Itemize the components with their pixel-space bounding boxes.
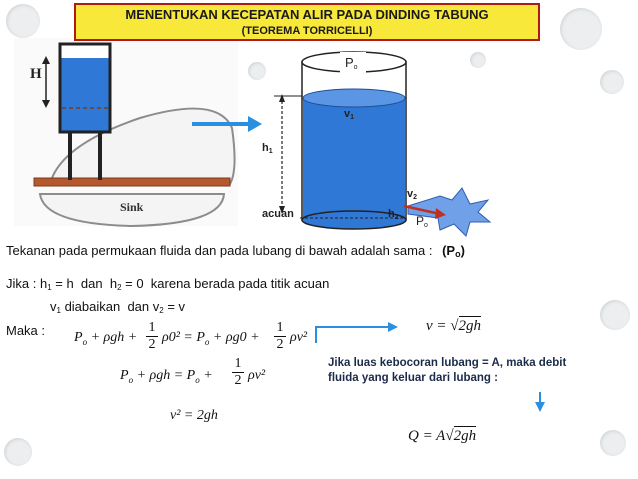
eq1-rest: ρ0² = P <box>162 330 205 345</box>
p0-top-symbol: P <box>345 55 354 70</box>
velocity-radical-sign: √ <box>450 318 459 334</box>
height-label: H <box>30 66 42 82</box>
velocity-formula <box>426 318 481 335</box>
h1-arrow-head-top <box>279 94 285 102</box>
background-droplet <box>600 430 626 456</box>
condition-jika <box>6 276 329 292</box>
h1-label <box>262 142 273 155</box>
h1-symbol: h <box>262 142 269 154</box>
connector-to-velocity <box>316 327 390 343</box>
eq1-p: P <box>74 330 83 345</box>
flow-formula <box>408 428 476 445</box>
eq2-frac <box>232 356 244 389</box>
v1-symbol: v <box>344 108 351 120</box>
pressure-symbol-sub: o <box>455 249 461 259</box>
velocity-radicand: 2gh <box>458 318 482 334</box>
page-title: MENENTUKAN KECEPATAN ALIR PADA DINDING TABUNG <box>125 7 489 22</box>
flow-radicand: 2gh <box>453 428 477 444</box>
pressure-symbol-end: ) <box>460 243 465 258</box>
jika-sub-1: 1 <box>47 283 52 292</box>
water-surface <box>303 89 405 107</box>
v1-subscript: 1 <box>350 114 355 121</box>
eq2-mid: + ρgh = P <box>133 368 196 383</box>
flow-radical-sign: √ <box>445 428 454 444</box>
v2-symbol: v <box>407 188 414 200</box>
small-tank-water <box>62 58 109 131</box>
sink-rim <box>34 178 230 186</box>
eq2-frac-den: 2 <box>234 373 242 388</box>
eq1-rhs <box>162 330 263 347</box>
maka-label: Maka : <box>6 323 46 338</box>
eq1-end: ρv² <box>290 330 308 345</box>
eq1-frac1-den: 2 <box>148 337 156 352</box>
p0-jet-symbol: P <box>416 214 425 228</box>
title-banner <box>74 3 540 41</box>
h2-label <box>388 208 399 221</box>
pressure-symbol-p: (P <box>442 243 456 258</box>
condition-diabaikan <box>50 299 185 315</box>
p0-top-subscript: o <box>353 64 358 71</box>
v1-label <box>344 108 354 121</box>
eq2-end: ρv² <box>248 368 266 383</box>
pressure-statement <box>6 243 465 259</box>
eq1-mid: + ρgh + <box>87 330 141 345</box>
background-droplet <box>600 300 630 330</box>
debit-note-line2: fluida yang keluar dari lubang : <box>328 372 498 384</box>
connector-to-flow-head <box>535 402 545 412</box>
pressure-symbol <box>442 243 465 258</box>
eq2-lhs <box>120 368 216 385</box>
flow-lhs: Q = A <box>408 428 446 444</box>
diabaikan-part-a: v <box>50 299 57 314</box>
jika-part-a: Jika : h <box>6 276 48 291</box>
eq2-p: P <box>120 368 129 383</box>
jika-part-c: = 0 karena berada pada titik acuan <box>121 276 330 291</box>
eq2-rhs-sub: o <box>195 374 200 385</box>
diabaikan-sub-2: 2 <box>159 306 164 315</box>
pressure-statement-text: Tekanan pada permukaan fluida dan pada lubang di bawah adalah sama : <box>6 243 433 258</box>
h2-subscript: 2 <box>394 214 399 221</box>
tank-leg-left <box>68 130 72 180</box>
p0-top-label <box>345 55 358 71</box>
eq1-frac1 <box>146 320 158 353</box>
v2-subscript: 2 <box>413 194 418 201</box>
background-droplet <box>4 438 32 466</box>
eq1-rest2: + ρg0 + <box>209 330 264 345</box>
page-subtitle: (TEOREMA TORRICELLI) <box>241 25 373 37</box>
eq1-p-sub: o <box>82 336 88 347</box>
debit-note-line1: Jika luas kebocoran lubang = A, maka debit <box>328 357 567 369</box>
tank-leg-right <box>98 130 102 180</box>
cylinder-tank <box>274 52 490 236</box>
h2-symbol: h <box>388 208 395 220</box>
eq2-plus: + <box>199 368 217 383</box>
connector-to-velocity-head <box>388 322 398 332</box>
jika-sub-2: 2 <box>117 283 122 292</box>
diabaikan-sub-1: 1 <box>56 306 61 315</box>
eq2-frac-num: 1 <box>232 356 244 373</box>
eq1-frac2-num: 1 <box>274 320 286 337</box>
diabaikan-part-b: diabaikan dan v <box>60 299 160 314</box>
sink-diagram <box>14 38 238 226</box>
eq1-lhs <box>74 330 141 347</box>
h1-subscript: 1 <box>268 148 273 155</box>
velocity-lhs: v = <box>426 318 447 334</box>
jika-part-b: = h dan h <box>51 276 118 291</box>
arrow-head <box>248 116 262 132</box>
eq1-rhs-sub: o <box>204 336 210 347</box>
debit-note <box>328 356 566 386</box>
v2-label <box>407 188 417 201</box>
eq2-p-sub: o <box>128 374 134 385</box>
p0-jet-label <box>416 214 428 229</box>
equation-3: v² = 2gh <box>170 408 218 423</box>
diabaikan-part-c: = v <box>163 299 186 314</box>
p0-jet-subscript: o <box>424 222 428 229</box>
eq1-frac2 <box>274 320 286 353</box>
arrow-shaft <box>192 122 250 126</box>
acuan-label: acuan <box>262 208 294 220</box>
eq1-frac1-num: 1 <box>146 320 158 337</box>
eq1-frac2-den: 2 <box>276 337 284 352</box>
sink-label: Sink <box>120 200 144 214</box>
